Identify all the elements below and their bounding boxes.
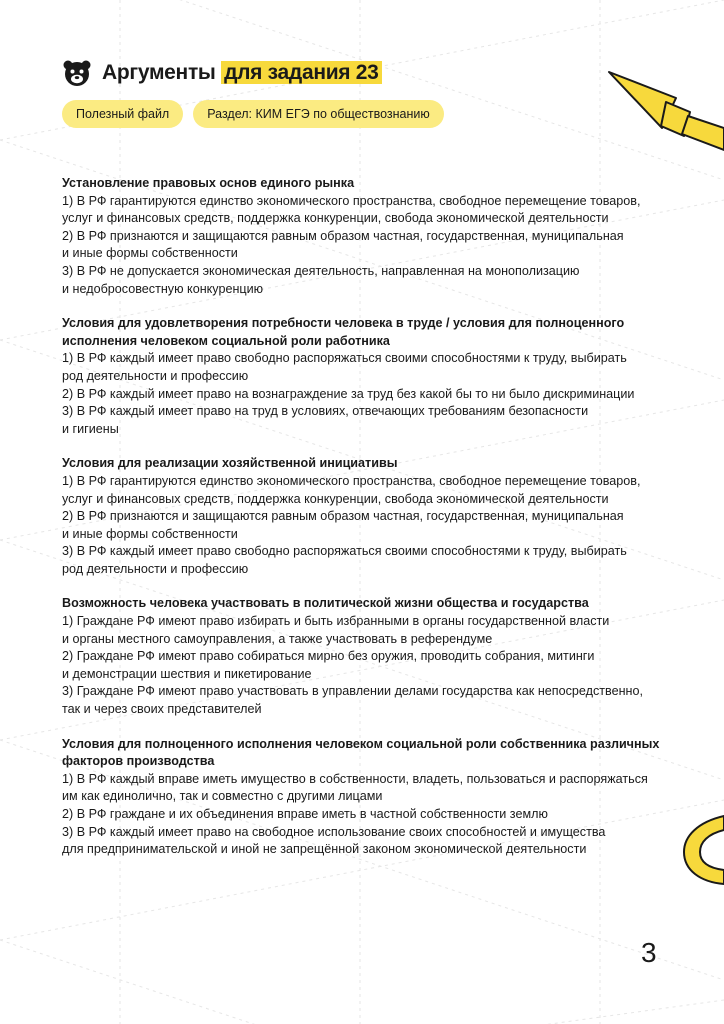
chip-section[interactable]: Раздел: КИМ ЕГЭ по обществознанию <box>193 100 444 128</box>
arguments-content <box>62 175 672 876</box>
tag-chips <box>62 100 454 128</box>
page-header <box>62 58 382 88</box>
section-title: факторов производства <box>62 754 215 769</box>
text-line: 1) В РФ гарантируются единство экономического пространства, свободное перемещение товаров, <box>62 473 641 488</box>
yellow-arrow-decoration <box>604 64 724 154</box>
section-single-market <box>62 175 672 298</box>
text-line: 3) В РФ каждый имеет право свободно распоряжаться своими способностями к труду, выбирать <box>62 544 627 559</box>
text-line: услуг и финансовых средств, поддержка конкуренции, свобода экономической деятельности <box>62 211 609 226</box>
text-line: 2) В РФ каждый имеет право на вознаграждение за труд без какой бы то ни было дискриминации <box>62 386 635 401</box>
text-line: и иные формы собственности <box>62 246 238 261</box>
text-line: род деятельности и профессию <box>62 368 249 383</box>
title-highlight: для задания 23 <box>221 61 381 84</box>
text-line: 2) Граждане РФ имеют право собираться мирно без оружия, проводить собрания, митинги <box>62 649 595 664</box>
text-line: 3) Граждане РФ имеют право участвовать в управлении делами государства как непосредственно, <box>62 684 644 699</box>
section-title: Условия для удовлетворения потребности человека в труде / условия для полноценного <box>62 316 625 331</box>
page-title <box>102 61 382 85</box>
page-number: 3 <box>641 937 657 968</box>
text-line: и недобросовестную конкуренцию <box>62 281 264 296</box>
text-line: 3) В РФ каждый имеет право на труд в условиях, отвечающих требованиям безопасности <box>62 404 589 419</box>
text-line: 2) В РФ граждане и их объединения вправе иметь в частной собственности землю <box>62 807 548 821</box>
text-line: услуг и финансовых средств, поддержка конкуренции, свобода экономической деятельности <box>62 491 609 506</box>
text-line: 1) Граждане РФ имеют право избирать и быть избранными в органы государственной власти <box>62 614 610 629</box>
title-text: Аргументы <box>102 61 216 84</box>
section-political-life <box>62 595 672 718</box>
text-line: так и через своих представителей <box>62 702 262 717</box>
text-line: род деятельности и профессию <box>62 561 249 576</box>
text-line: 2) В РФ признаются и защищаются равным образом частная, государственная, муниципальная <box>62 228 624 243</box>
bear-face-icon <box>62 58 92 88</box>
section-owner-role <box>62 736 672 859</box>
section-labor <box>62 315 672 438</box>
text-line: 1) В РФ гарантируются единство экономического пространства, свободное перемещение товаров, <box>62 193 641 208</box>
section-title: Условия для полноценного исполнения человеком социальной роли собственника различных <box>62 736 660 751</box>
text-line: 1) В РФ каждый имеет право свободно распоряжаться своими способностями к труду, выбирать <box>62 351 627 366</box>
section-title: Условия для реализации хозяйственной инициативы <box>62 456 398 471</box>
text-line: и иные формы собственности <box>62 526 238 541</box>
text-line: и органы местного самоуправления, а также участвовать в референдуме <box>62 631 493 646</box>
section-title: исполнения человеком социальной роли работника <box>62 333 390 348</box>
section-title: Установление правовых основ единого рынка <box>62 176 355 190</box>
yellow-curve-decoration <box>670 812 724 892</box>
section-title: Возможность человека участвовать в политической жизни общества и государства <box>62 596 589 611</box>
text-line: для предпринимательской и иной не запрещённой законом экономической деятельности <box>62 842 587 857</box>
text-line: и гигиены <box>62 421 119 436</box>
text-line: 2) В РФ признаются и защищаются равным образом частная, государственная, муниципальная <box>62 509 624 524</box>
text-line: и демонстрации шествия и пикетирование <box>62 666 312 681</box>
text-line: 3) В РФ каждый имеет право на свободное использование своих способностей и имущества <box>62 824 606 839</box>
section-economic-initiative <box>62 455 672 578</box>
text-line: 1) В РФ каждый вправе иметь имущество в собственности, владеть, пользоваться и распоряжаться <box>62 771 648 786</box>
chip-useful-file[interactable]: Полезный файл <box>62 100 183 128</box>
text-line: 3) В РФ не допускается экономическая деятельность, направленная на монополизацию <box>62 263 580 278</box>
text-line: им как единолично, так и совместно с другими лицами <box>62 789 383 804</box>
